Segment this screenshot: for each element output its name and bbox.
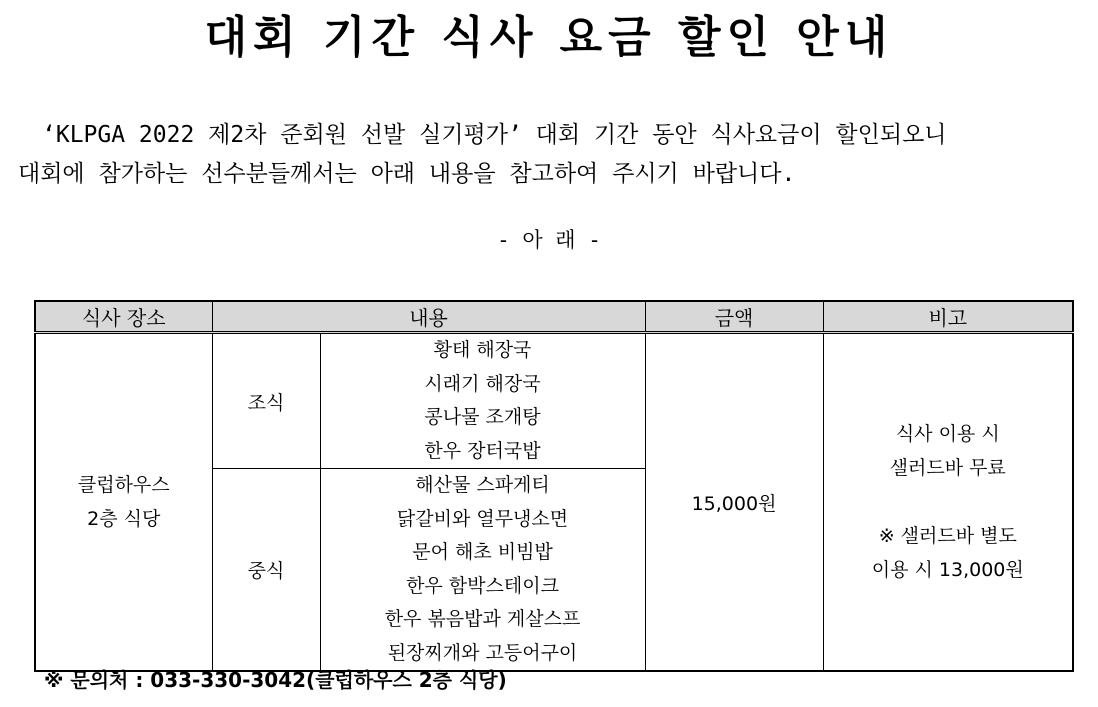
lunch-menu: [320, 469, 645, 672]
breakfast-menu: [320, 333, 645, 469]
list-item: 콩나물 조개탕: [424, 406, 541, 428]
place-line-1: 클럽하우스: [77, 474, 170, 496]
place-cell: [35, 333, 212, 672]
list-item: 황태 해장국: [433, 339, 532, 361]
list-item: 된장찌개와 고등어구이: [387, 641, 578, 664]
list-item: 한우 함박스테이크: [406, 574, 559, 597]
note-line-2: 샐러드바 무료: [889, 457, 1006, 479]
list-item: 한우 볶음밥과 게살스프: [384, 608, 581, 630]
header-place: 식사 장소: [35, 301, 212, 333]
list-item: 해산물 스파게티: [415, 474, 550, 496]
intro-paragraph: [18, 116, 1088, 194]
note-cell: [823, 333, 1073, 672]
note-line-1: 식사 이용 시: [895, 423, 1000, 445]
intro-line-1: ‘KLPGA 2022 제2차 준회원 선발 실기평가’ 대회 기간 동안 식사요금이 할인되오니: [42, 122, 947, 148]
list-item: 닭갈비와 열무냉소면: [396, 507, 569, 530]
note-line-3: ※ 샐러드바 별도: [878, 525, 1017, 547]
meal-price-table: [34, 300, 1074, 672]
place-line-2: 2층 식당: [87, 508, 161, 530]
table-row: [35, 333, 1073, 469]
list-item: 시래기 해장국: [424, 372, 541, 395]
intro-line-2: 대회에 참가하는 선수분들께서는 아래 내용을 참고하여 주시기 바랍니다.: [18, 161, 796, 187]
breakfast-label: 조식: [212, 333, 320, 469]
lunch-label: 중식: [212, 469, 320, 672]
below-label: - 아 래 -: [497, 228, 601, 252]
note-spacer: [824, 485, 1073, 519]
note-line-4: 이용 시 13,000원: [871, 559, 1024, 581]
list-item: 한우 장터국밥: [424, 439, 541, 462]
table-header-row: [35, 301, 1073, 333]
contact-footer: ※ 문의처 : 033-330-3042(클럽하우스 2층 식당): [44, 668, 507, 692]
header-content: 내용: [212, 301, 645, 333]
page-title: 대회 기간 식사 요금 할인 안내: [204, 12, 894, 63]
price-cell: 15,000원: [645, 333, 823, 672]
header-note: 비고: [823, 301, 1073, 333]
header-price: 금액: [645, 301, 823, 333]
list-item: 문어 해초 비빔밥: [412, 541, 553, 563]
